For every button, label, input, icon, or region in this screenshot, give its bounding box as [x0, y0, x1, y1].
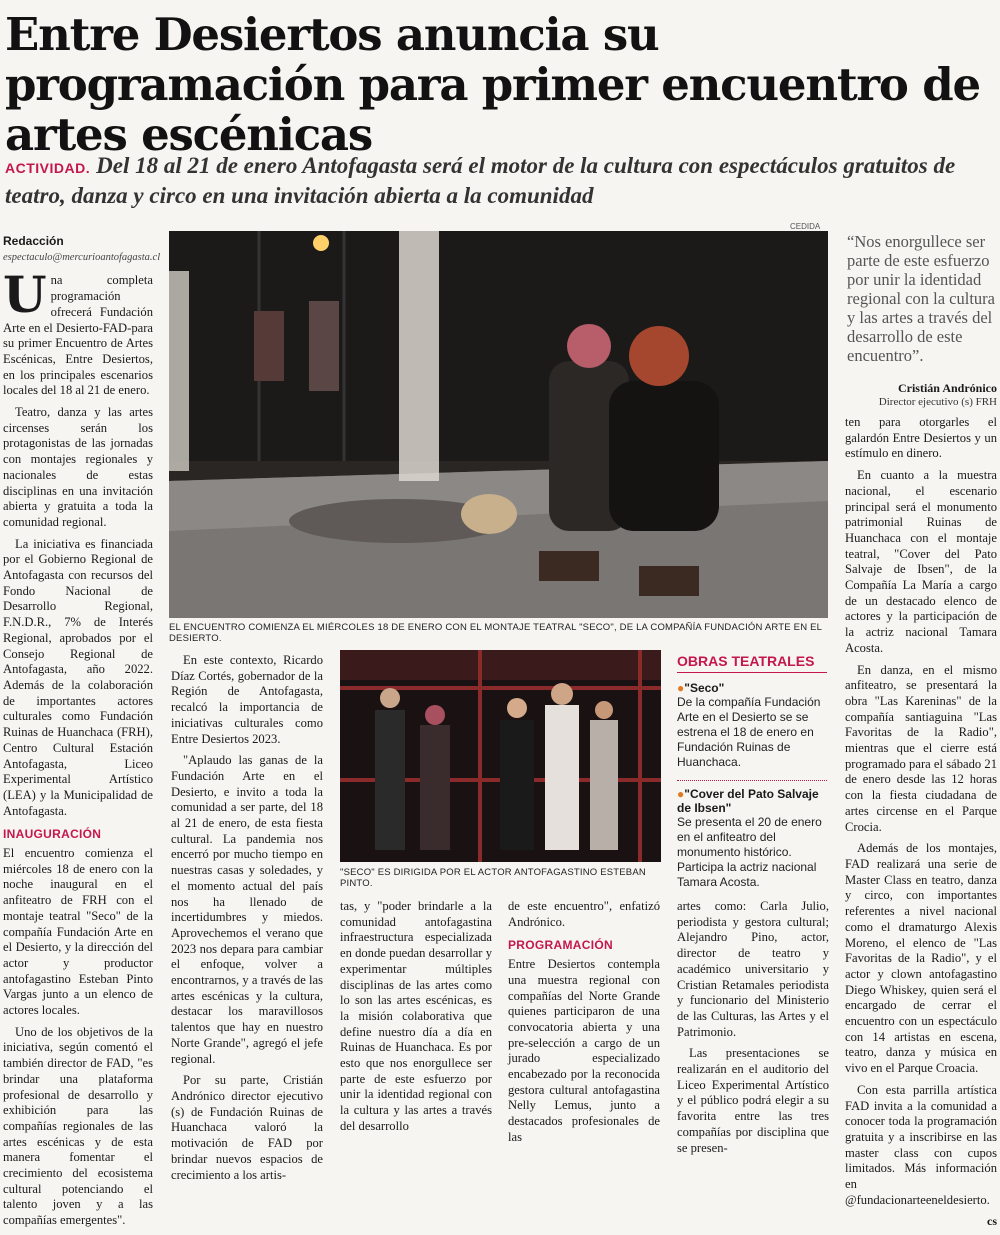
box-item-title: "Seco" [684, 681, 725, 695]
column-3 [340, 899, 492, 1141]
bullet-icon: ● [677, 787, 685, 801]
paragraph: Entre Desiertos contempla una muestra regional con compañías del Norte Grande quienes participaron de una convocatoria abierta y una pre-selección a cargo de un jurado especializado encabezado por la reconocida gestora cultural antofagastina Nelly Lemus, junto a destacados profesionales de las [508, 957, 660, 1144]
bullet-icon: ● [677, 681, 685, 695]
paragraph: El encuentro comienza el miércoles 18 de enero con la noche inaugural en el anfiteatro de FRH con el montaje teatral "Seco" de la compañía Fundación Arte en el Desierto, y la dirección del actor y productor antofagastino Esteban Pinto Vargas junto a un elenco de actores locales. [3, 846, 153, 1018]
box-item [677, 787, 827, 890]
quote-name: Cristián Andrónico [897, 381, 997, 395]
second-photo [340, 650, 661, 862]
paragraph: En danza, en el mismo anfiteatro, se presentará la obra "Las Kareninas" de la compañía santiaguina "Las Favoritas de la Radio", mientras que el cierre está programado para el sábado 21 de enero desde las 12 horas con la fiesta ciudadana de artes circense en el Parque Crocia. [845, 662, 997, 834]
box-title: OBRAS TEATRALES [677, 653, 827, 673]
paragraph: En cuanto a la muestra nacional, el escenario principal será el monumento patrimonial Ruinas de Huanchaca con el montaje teatral, "Cover del Pato Salvaje de Ibsen", de la Compañía La María a cargo de un destacado elenco de actores y la participación de la actriz nacional Tamara Acosta. [845, 468, 997, 655]
byline: Redacción [3, 234, 64, 248]
main-photo [169, 231, 828, 618]
paragraph: Uno de los objetivos de la iniciativa, según comentó el también director de FAD, "es brindar una plataforma profesional de desarrollo y exhibición para las compañías regionales de las artes escénicas y de esta manera fomentar el crecimiento del ecosistema cultural potenciando el talento joven y a las compañías emergentes". [3, 1024, 153, 1228]
obras-teatrales-box [677, 653, 827, 890]
column-2 [171, 653, 323, 1189]
paragraph: ten para otorgarles el galardón Entre Desiertos y un estímulo en dinero. [845, 415, 997, 461]
column-1 [3, 234, 161, 1235]
deck-text: Del 18 al 21 de enero Antofagasta será el motor de la cultura con espectáculos gratuitos de teatro, danza y circo en una invitación abierta a la comunidad [5, 153, 956, 208]
pull-quote [847, 232, 997, 408]
box-divider [677, 780, 827, 781]
dropcap: U [3, 265, 47, 325]
column-5 [677, 899, 829, 1162]
paragraph: tas, y "poder brindarle a la comunidad antofagastina infraestructura especializada en donde puedan desarrollar y experimentar múltiples disciplinas de las artes como lo son las artes escénicas, es la misión colaborativa que define nuestro día a día en Ruinas de Huanchaca. Es por esto que nos enorgullece ser parte de este esfuerzo por unir la identidad regional con la cultura y las artes a través del desarrollo [340, 899, 492, 1133]
paragraph: Una completa programación ofrecerá Fundación Arte en el Desierto-FAD-para su primer Encuentro de Artes Escénicas, Entre Desiertos, en los principales escenarios locales del 18 al 21 de enero. [3, 265, 153, 398]
column-4 [508, 899, 660, 1152]
box-item-title: "Cover del Pato Salvaje de Ibsen" [677, 787, 819, 815]
paragraph: de este encuentro", enfatizó Andrónico. [508, 899, 660, 929]
quote-text: “Nos enorgullece ser parte de este esfuerzo por unir la identidad regional con la cultura y las artes a través del desarrollo de este encuentro”. [847, 232, 995, 365]
paragraph: Con esta parrilla artística FAD invita a la comunidad a conocer toda la programación gratuita y a inscribirse en las master class con cupos limitados. Más información en @fundacionarteeneldesierto. [845, 1082, 997, 1207]
quote-role: Director ejecutivo (s) FRH [878, 396, 997, 408]
deck-kicker: ACTIVIDAD. [5, 160, 91, 176]
subhead-inauguracion: INAUGURACIÓN [3, 827, 102, 842]
column-6 [845, 415, 997, 1230]
paragraph: Por su parte, Cristián Andrónico director ejecutivo (s) de Fundación Ruinas de Huanchaca valoró la motivación de FAD por brindar nuevos espacios de crecimiento a los artis- [171, 1073, 323, 1182]
stage-photo-illustration [169, 231, 828, 618]
second-photo-caption: "SECO" ES DIRIGIDA POR EL ACTOR ANTOFAGASTINO ESTEBAN PINTO. [340, 867, 646, 889]
photo-credit: CEDIDA [790, 222, 821, 231]
box-item [677, 681, 827, 770]
paragraph: Las presentaciones se realizarán en el auditorio del Liceo Experimental Artístico y el público podrá elegir a su favorita entre las tres compañías por disciplina que se presen- [677, 1046, 829, 1155]
author-email[interactable]: espectaculo@mercurioantofagasta.cl [3, 251, 161, 263]
paragraph: Además de los montajes, FAD realizará una serie de Master Class en teatro, danza y circo, con importantes referentes a nivel nacional como el dramaturgo Alexis Moreno, el elenco de "Las Favoritas de la Radio", y el actor y clown antofagastino Diego Whiskey, quien será el encargado de cerrar el encuentro con un espectáculo con 14 artistas en escena, teatro, danza y música en vivo en el Parque Croacia. [845, 841, 997, 1076]
subhead-programacion: PROGRAMACIÓN [508, 938, 613, 953]
paragraph: Teatro, danza y las artes circenses serán los protagonistas de las jornadas con montajes regionales y nacionales de estas disciplinas en una invitación abierta y gratuita a toda la comunidad regional. [3, 405, 153, 529]
paragraph: "Aplaudo las ganas de la Fundación Arte en el Desierto, e invito a toda la comunidad a ser parte, del 18 al 21 de enero, de esta fiesta cultural. La pandemia nos encerró por mucho tiempo en nuestras casas y soledades, y el momento actual del país nos ha llenado de incertidumbres y miedos. Aprovechemos el verano que 2023 nos depara para cambiar el enfoque, volver a encontrarnos, y a través de las artes escénicas y la cultura, destacar los maravillosos talentos que hay en nuestro Norte Grande", agregó el jefe regional. [171, 753, 323, 1066]
cast-photo-illustration [340, 650, 661, 862]
main-photo-caption: EL ENCUENTRO COMIENZA EL MIÉRCOLES 18 DE ENERO CON EL MONTAJE TEATRAL "SECO", DE LA COMPAÑÍA FUNDACIÓN ARTE EN EL DESIERTO. [169, 622, 822, 644]
end-mark: cs [987, 1214, 997, 1229]
box-item-text: De la compañía Fundación Arte en el Desierto se se estrena el 18 de enero en Fundación Ruinas de Huanchaca. [677, 695, 821, 769]
paragraph: En este contexto, Ricardo Díaz Cortés, gobernador de la Región de Antofagasta, recalcó la importancia de iniciativas culturales como Entre Desiertos 2023. [171, 653, 323, 746]
paragraph: artes como: Carla Julio, periodista y gestora cultural; Alejandro Pino, actor, director de teatro y académico universitario y Cristian Retamales periodista y funcionario del Ministerio de las Culturas, las Artes y el Patrimonio. [677, 899, 829, 1039]
box-item-text: Se presenta el 20 de enero en el anfiteatro del monumento histórico. Participa la actriz nacional Tamara Acosta. [677, 815, 822, 889]
headline: Entre Desiertos anuncia su programación para primer encuentro de artes escénicas [5, 8, 980, 161]
paragraph: La iniciativa es financiada por el Gobierno Regional de Antofagasta con recursos del Fondo Nacional de Desarrollo Regional, F.N.D.R., 7% de Interés Regional, aprobados por el Consejo Regional de Antofagasta, año 2022. Además de la colaboración de importantes actores culturales como Fundación Ruinas de Huanchaca (FRH), Centro Cultural Estación Antofagasta, Liceo Experimental Artístico (LEA) y la Municipalidad de Antofagasta. [3, 536, 153, 818]
deck [5, 152, 995, 210]
